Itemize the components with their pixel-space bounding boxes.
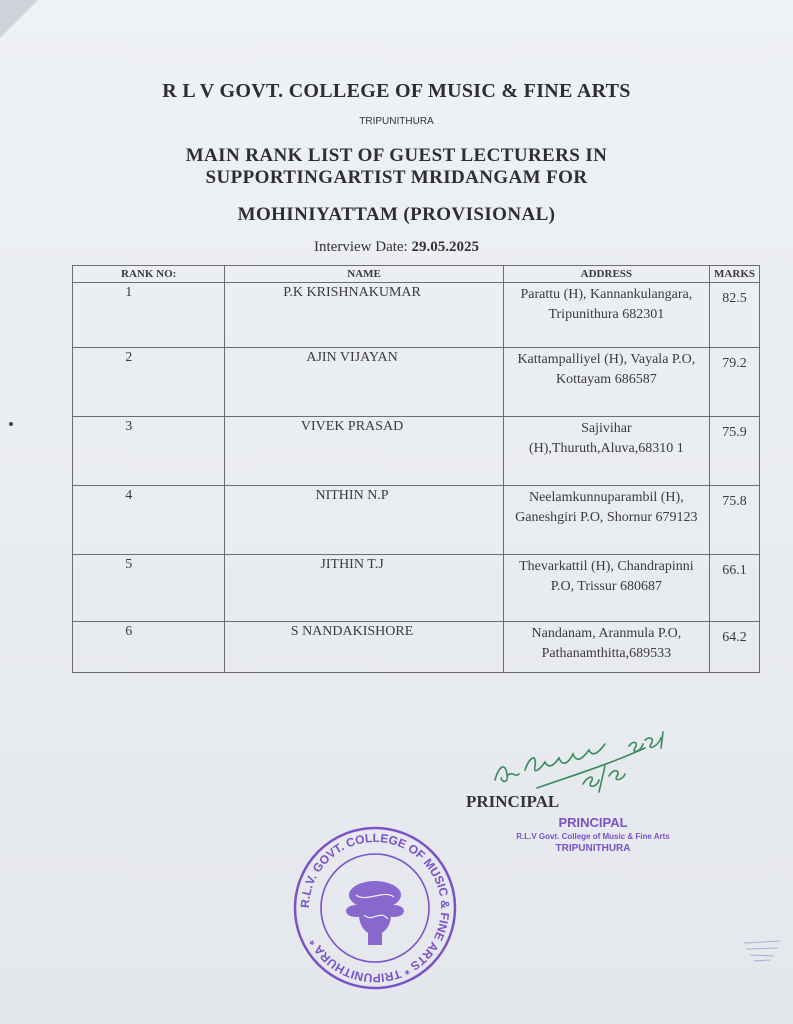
address-cell: Nandanam, Aranmula P.O, Pathanamthitta,689533 — [503, 622, 709, 673]
rank-list-table — [72, 265, 760, 673]
table-row — [73, 555, 760, 622]
stamp-title: PRINCIPAL — [558, 815, 628, 830]
marks-cell: 82.5 — [710, 283, 760, 348]
column-header-rank: RANK NO: — [73, 266, 225, 283]
stamp-college: R.L.V Govt. College of Music & Fine Arts — [516, 832, 670, 841]
table-header-row — [73, 266, 760, 283]
college-name: R L V GOVT. COLLEGE OF MUSIC & FINE ARTS — [162, 80, 631, 102]
seal-ring-text: R.L.V. GOVT. COLLEGE OF MUSIC & FINE ARTS * TRIPUNITHURA * — [297, 830, 453, 986]
ink-dot — [9, 422, 13, 426]
title-line-3: MOHINIYATTAM (PROVISIONAL) — [237, 204, 556, 225]
title-line-1: MAIN RANK LIST OF GUEST LECTURERS IN — [185, 145, 608, 166]
interview-date — [0, 239, 793, 256]
marks-cell: 66.1 — [710, 555, 760, 622]
page-fold-corner — [0, 0, 38, 38]
table-row — [73, 283, 760, 348]
name-cell: P.K KRISHNAKUMAR — [225, 283, 503, 348]
corner-scribble — [740, 935, 785, 965]
stamp-place: TRIPUNITHURA — [555, 843, 631, 854]
address-cell: Thevarkattil (H), Chandrapinni P.O, Trissur 680687 — [503, 555, 709, 622]
name-cell: AJIN VIJAYAN — [225, 348, 503, 417]
address-cell: Sajivihar (H),Thuruth,Aluva,68310 1 — [503, 417, 709, 486]
rank-cell: 2 — [73, 348, 225, 417]
marks-cell: 75.9 — [710, 417, 760, 486]
marks-cell: 79.2 — [710, 348, 760, 417]
rank-cell: 4 — [73, 486, 225, 555]
rank-cell: 3 — [73, 417, 225, 486]
table-row — [73, 417, 760, 486]
column-header-marks: MARKS — [710, 266, 760, 283]
column-header-address: ADDRESS — [503, 266, 709, 283]
principal-stamp — [478, 815, 708, 854]
rank-cell: 6 — [73, 622, 225, 673]
address-cell: Neelamkunnuparambil (H), Ganeshgiri P.O, Shornur 679123 — [503, 486, 709, 555]
interview-date-value: 29.05.2025 — [411, 239, 479, 255]
principal-label: PRINCIPAL — [466, 792, 560, 811]
name-cell: VIVEK PRASAD — [225, 417, 503, 486]
column-header-name: NAME — [225, 266, 503, 283]
table-row — [73, 622, 760, 673]
college-seal-stamp — [290, 823, 460, 993]
college-place: TRIPUNITHURA — [359, 116, 434, 127]
table-row — [73, 486, 760, 555]
name-cell: S NANDAKISHORE — [225, 622, 503, 673]
name-cell: JITHIN T.J — [225, 555, 503, 622]
title-line-2: SUPPORTINGARTIST MRIDANGAM FOR — [205, 167, 588, 188]
seal-emblem-icon — [346, 881, 404, 945]
marks-cell: 64.2 — [710, 622, 760, 673]
address-cell: Parattu (H), Kannankulangara, Tripunithura 682301 — [503, 283, 709, 348]
address-cell: Kattampalliyel (H), Vayala P.O, Kottayam 686587 — [503, 348, 709, 417]
table-row — [73, 348, 760, 417]
rank-cell: 1 — [73, 283, 225, 348]
interview-date-label: Interview Date: — [314, 239, 408, 255]
marks-cell: 75.8 — [710, 486, 760, 555]
rank-cell: 5 — [73, 555, 225, 622]
name-cell: NITHIN N.P — [225, 486, 503, 555]
